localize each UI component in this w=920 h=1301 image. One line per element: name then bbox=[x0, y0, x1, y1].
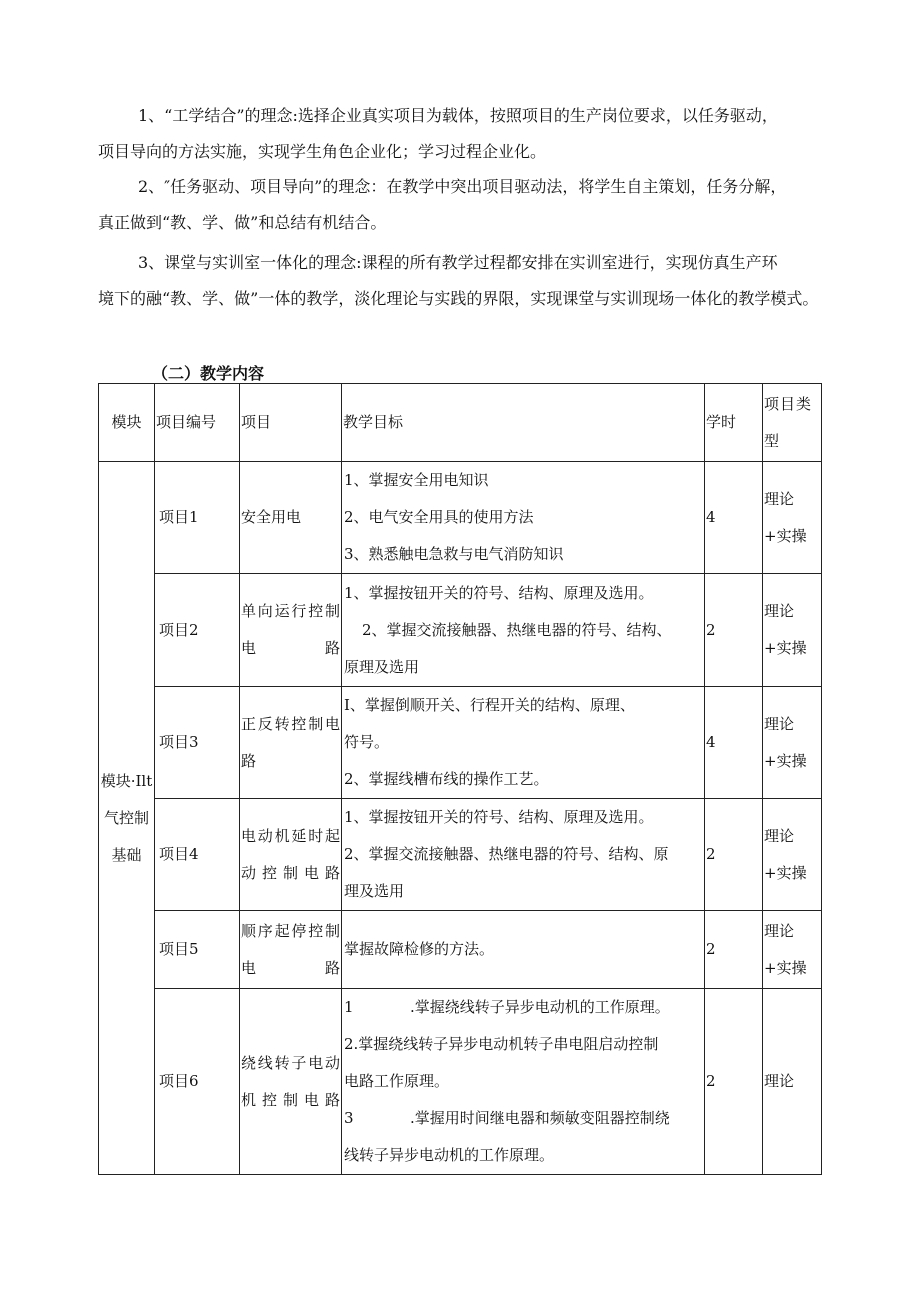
row-5-hours: 2 bbox=[705, 911, 763, 989]
row-2-type: 理论+实操 bbox=[763, 574, 822, 687]
paragraph-3 bbox=[98, 245, 824, 317]
goal-line: 2、电气安全用具的使用方法 bbox=[344, 508, 534, 526]
row-5-code: 项目5 bbox=[155, 911, 240, 989]
goal-line: 掌握故障检修的方法。 bbox=[344, 940, 495, 958]
goal-line: 3、熟悉触电急救与电气消防知识 bbox=[344, 545, 564, 563]
goal-line: 原理及选用 bbox=[344, 657, 420, 676]
goal-line: 2、掌握交流接触器、热继电器的符号、结构、原 bbox=[344, 845, 669, 863]
row-3-project: 正反转控制电路 bbox=[240, 687, 342, 799]
goal-number: 1 bbox=[344, 998, 354, 1016]
goal-line: 2、掌握线槽布线的操作工艺。 bbox=[344, 770, 549, 788]
row-5-project: 顺序起停控制电路 bbox=[240, 911, 342, 989]
table-row bbox=[99, 911, 822, 989]
goal-line: 符号。 bbox=[344, 733, 390, 751]
paragraph-1-rest: 项目导向的方法实施，实现学生角色企业化；学习过程企业化。 bbox=[98, 142, 547, 161]
paragraph-3-rest: 境下的融“教、学、做”一体的教学，淡化理论与实践的界限，实现课堂与实训现场一体化的教学模式。 bbox=[98, 289, 819, 308]
goal-line: 理及选用 bbox=[344, 882, 405, 900]
paragraph-2-line-1: 2、″任务驱动、项目导向”的理念：在教学中突出项目驱动法，将学生自主策划，任务分解， bbox=[138, 177, 787, 196]
header-goal: 教学目标 bbox=[342, 384, 705, 462]
section-heading: （二）教学内容 bbox=[152, 364, 265, 383]
table-header-row bbox=[99, 384, 822, 462]
row-4-type: 理论+实操 bbox=[763, 799, 822, 911]
goal-line: 1、掌握按钮开关的符号、结构、原理及选用。 bbox=[344, 583, 654, 602]
row-1-goals bbox=[342, 462, 705, 574]
header-type: 项目类型 bbox=[763, 384, 822, 462]
row-4-hours: 2 bbox=[705, 799, 763, 911]
goal-line: 1、掌握按钮开关的符号、结构、原理及选用。 bbox=[344, 808, 654, 826]
goal-line: .掌握绕线转子异步电动机的工作原理。 bbox=[410, 998, 670, 1016]
table-row bbox=[99, 574, 822, 687]
paragraph-3-line-1: 3、课堂与实训室一体化的理念:课程的所有教学过程都安排在实训室进行，实现仿真生产环 bbox=[138, 253, 778, 272]
row-1-code: 项目1 bbox=[155, 462, 240, 574]
header-hours: 学时 bbox=[705, 384, 763, 462]
row-4-project: 电动机延时起动控制电路 bbox=[240, 799, 342, 911]
teaching-content-table bbox=[98, 383, 822, 1175]
goal-number: 3 bbox=[344, 1109, 354, 1127]
row-3-hours: 4 bbox=[705, 687, 763, 799]
row-5-goals bbox=[342, 911, 705, 989]
row-6-code: 项目6 bbox=[155, 989, 240, 1175]
row-4-goals bbox=[342, 799, 705, 911]
row-4-code: 项目4 bbox=[155, 799, 240, 911]
paragraph-2-rest: 真正做到“教、学、做”和总结有机结合。 bbox=[98, 213, 387, 232]
goal-line: 2、掌握交流接触器、热继电器的符号、结构、 bbox=[362, 620, 672, 639]
goal-line: 线转子异步电动机的工作原理。 bbox=[344, 1146, 555, 1164]
row-2-goals bbox=[342, 574, 705, 687]
header-code: 项目编号 bbox=[155, 384, 240, 462]
row-3-goals bbox=[342, 687, 705, 799]
row-2-code: 项目2 bbox=[155, 574, 240, 687]
row-3-code: 项目3 bbox=[155, 687, 240, 799]
goal-line: 电路工作原理。 bbox=[344, 1072, 450, 1090]
row-1-hours: 4 bbox=[705, 462, 763, 574]
row-6-type: 理论 bbox=[763, 989, 822, 1175]
table-row bbox=[99, 799, 822, 911]
module-cell: 模块·Ilt气控制基础 bbox=[99, 462, 155, 1175]
row-1-project: 安全用电 bbox=[240, 462, 342, 574]
row-6-hours: 2 bbox=[705, 989, 763, 1175]
header-module: 模块 bbox=[99, 384, 155, 462]
row-6-goals bbox=[342, 989, 705, 1175]
paragraph-1-line-1: 1、“工学结合”的理念:选择企业真实项目为载体，按照项目的生产岗位要求，以任务驱动， bbox=[138, 106, 778, 125]
goal-line: 2.掌握绕线转子异步电动机转子串电阻启动控制 bbox=[344, 1035, 659, 1053]
row-3-type: 理论+实操 bbox=[763, 687, 822, 799]
table-row bbox=[99, 687, 822, 799]
header-project: 项目 bbox=[240, 384, 342, 462]
table-row bbox=[99, 989, 822, 1175]
goal-line: 1、掌握安全用电知识 bbox=[344, 471, 489, 489]
paragraph-1 bbox=[98, 98, 824, 170]
paragraph-2 bbox=[98, 169, 824, 241]
table-row bbox=[99, 462, 822, 574]
row-5-type: 理论+实操 bbox=[763, 911, 822, 989]
row-2-hours: 2 bbox=[705, 574, 763, 687]
row-2-project: 单向运行控制电路 bbox=[240, 574, 342, 687]
row-6-project: 绕线转子电动机控制电路 bbox=[240, 989, 342, 1175]
goal-line: .掌握用时间继电器和频敏变阻器控制绕 bbox=[410, 1109, 670, 1127]
row-1-type: 理论+实操 bbox=[763, 462, 822, 574]
goal-line: I、掌握倒顺开关、行程开关的结构、原理、 bbox=[344, 696, 635, 714]
